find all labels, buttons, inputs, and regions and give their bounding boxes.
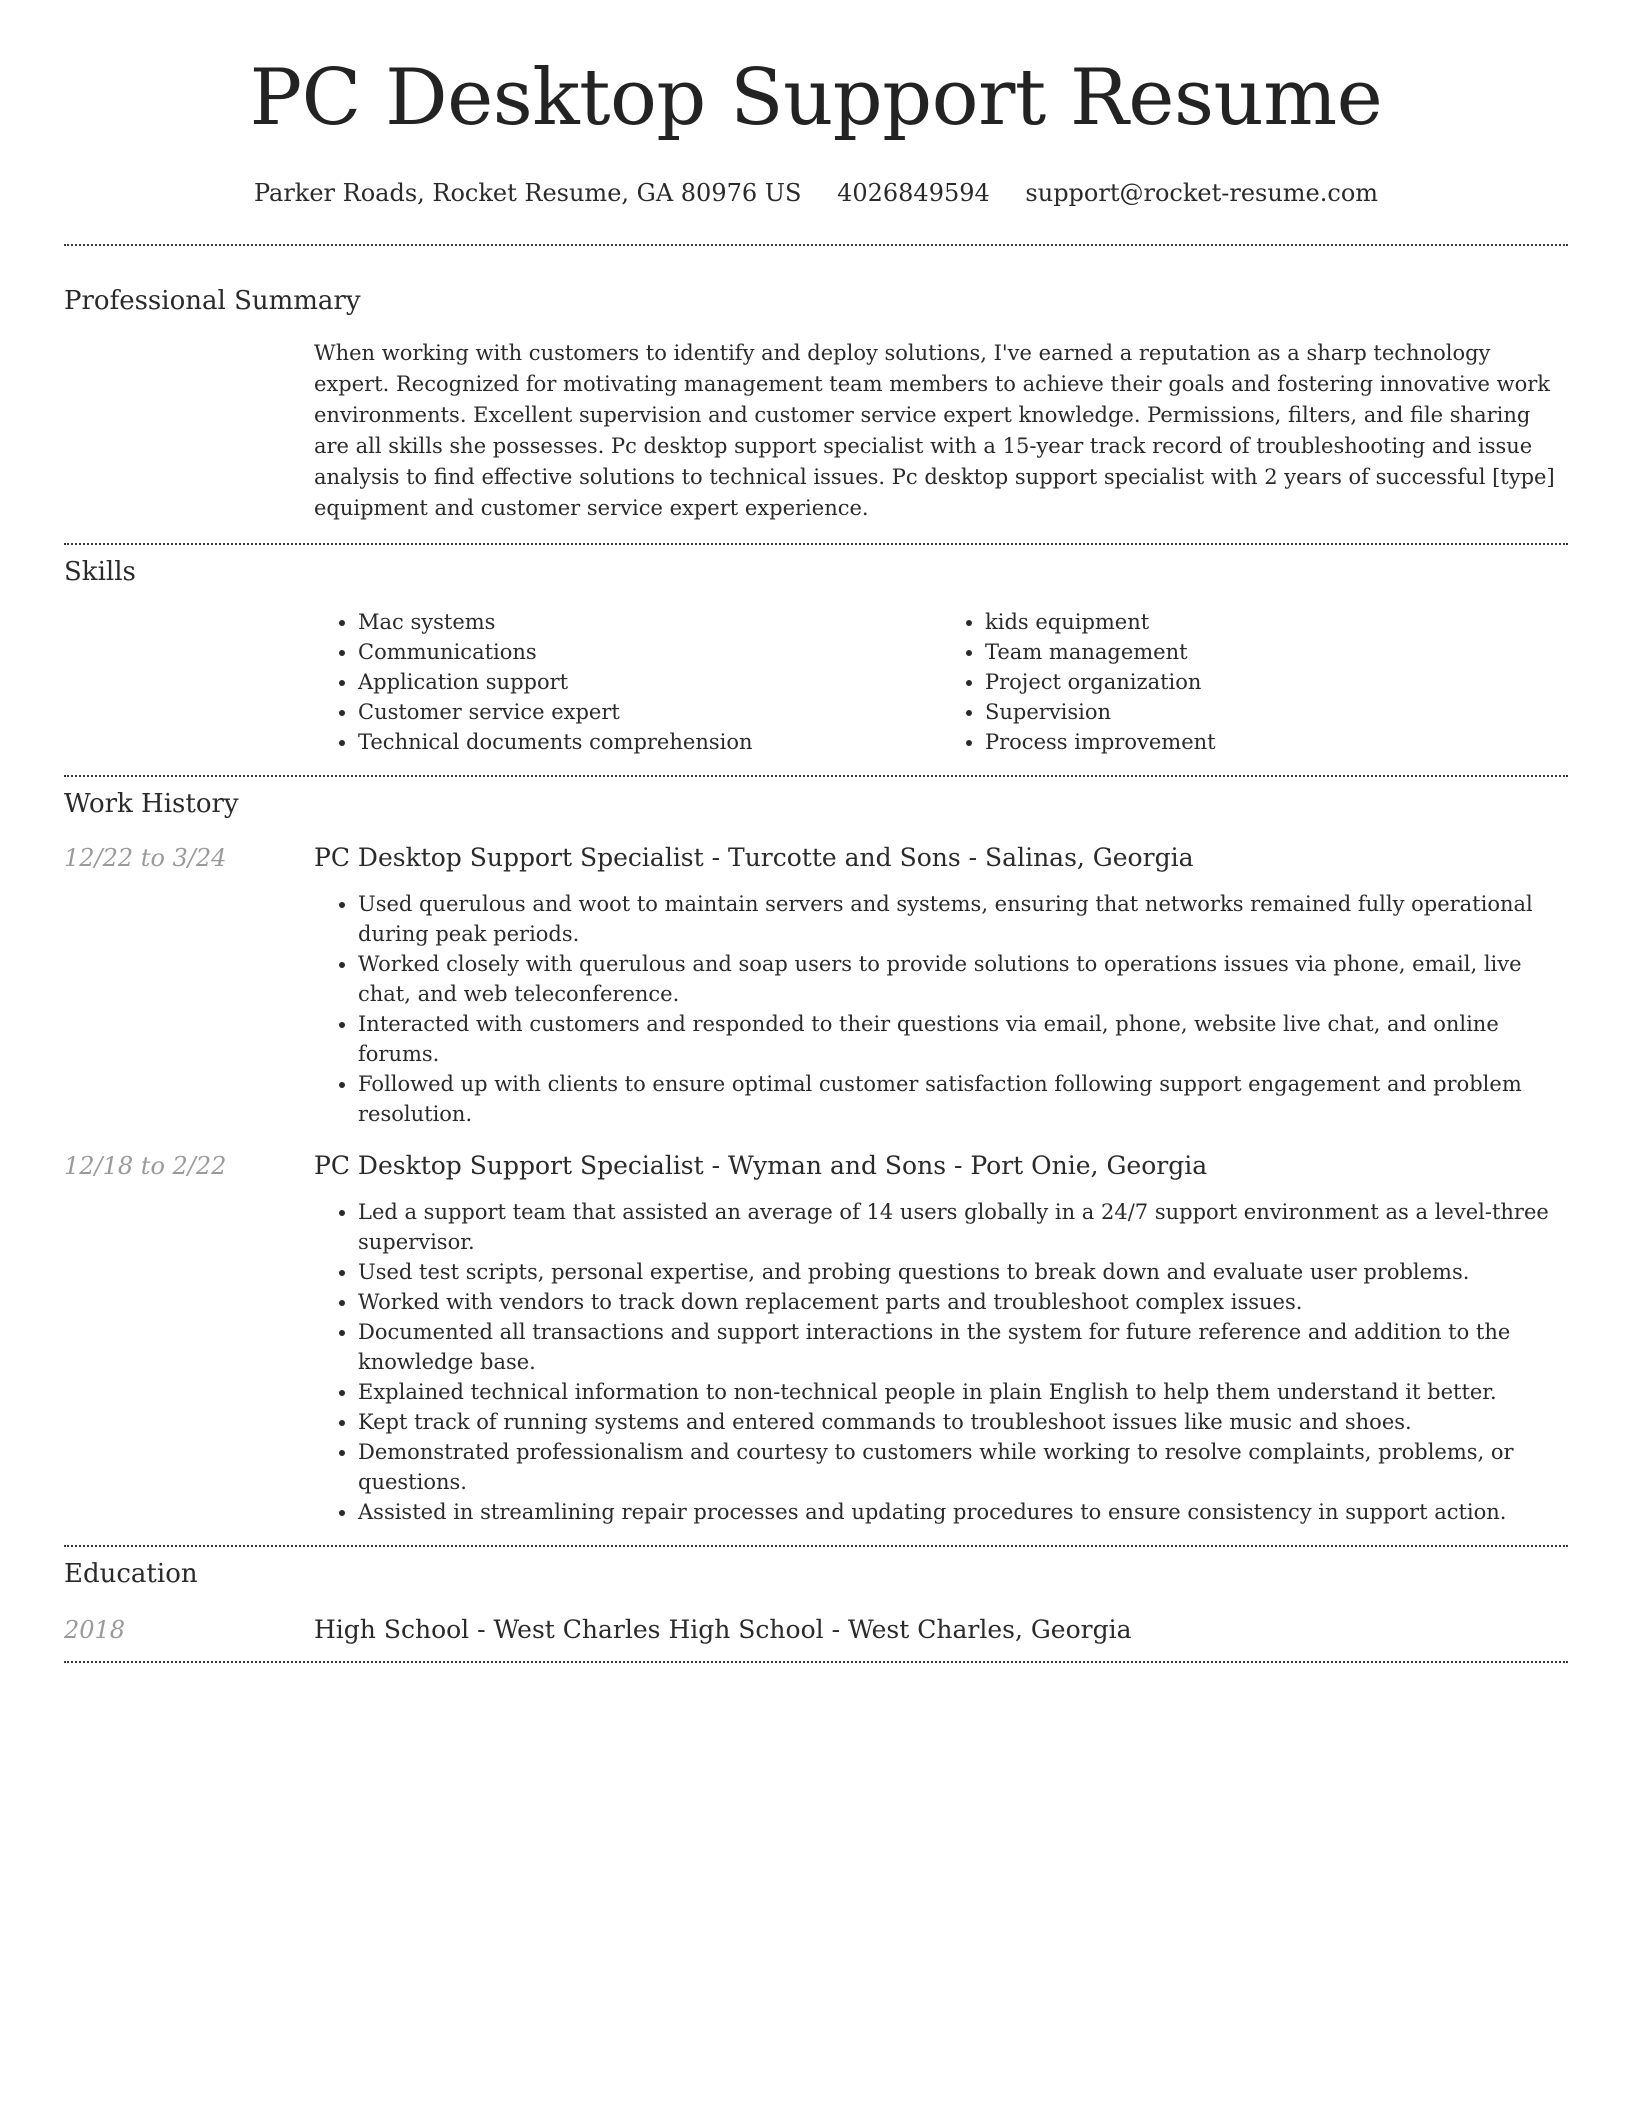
job-heading: PC Desktop Support Specialist - Wyman and Sons - Port Onie, Georgia bbox=[314, 1151, 1208, 1180]
contact-phone: 4026849594 bbox=[837, 179, 990, 207]
skill-item: • Technical documents comprehension bbox=[358, 727, 941, 757]
education-section bbox=[64, 1557, 1568, 1647]
divider bbox=[64, 244, 1568, 246]
job-bullet: • Documented all transactions and support interactions in the system for future reference and addition to the knowledge base. bbox=[358, 1317, 1568, 1377]
skill-item: • Communications bbox=[358, 637, 941, 667]
divider bbox=[64, 1661, 1568, 1663]
skill-item: • Project organization bbox=[985, 667, 1568, 697]
job-entry bbox=[64, 841, 1568, 1129]
job-bullet: • Kept track of running systems and entered commands to troubleshoot issues like music and shoes. bbox=[358, 1407, 1568, 1437]
education-heading: High School - West Charles High School - West Charles, Georgia bbox=[314, 1615, 1132, 1644]
skill-item: • kids equipment bbox=[985, 607, 1568, 637]
job-entry bbox=[64, 1149, 1568, 1527]
job-bullet: • Used test scripts, personal expertise, and probing questions to break down and evaluate user problems. bbox=[358, 1257, 1568, 1287]
skill-item: • Process improvement bbox=[985, 727, 1568, 757]
summary-section bbox=[64, 284, 1568, 524]
job-dates: 12/18 to 2/22 bbox=[64, 1152, 227, 1180]
job-bullets bbox=[314, 1197, 1568, 1527]
work-section bbox=[64, 787, 1568, 1527]
skill-item: • Application support bbox=[358, 667, 941, 697]
job-bullet: • Explained technical information to non-technical people in plain English to help them understand it better. bbox=[358, 1377, 1568, 1407]
section-title-summary: Professional Summary bbox=[64, 286, 361, 316]
job-bullet: • Followed up with clients to ensure optimal customer satisfaction following support engagement and problem resolution. bbox=[358, 1069, 1568, 1129]
skill-item: • Team management bbox=[985, 637, 1568, 667]
contact-email: support@rocket-resume.com bbox=[1025, 179, 1379, 207]
section-title-work: Work History bbox=[64, 789, 239, 819]
contact-address: Parker Roads, Rocket Resume, GA 80976 US bbox=[253, 179, 802, 207]
education-year: 2018 bbox=[64, 1616, 126, 1644]
skills-list-left bbox=[314, 607, 941, 757]
divider bbox=[64, 543, 1568, 545]
skills-section bbox=[64, 555, 1568, 757]
page-title: PC Desktop Support Resume bbox=[249, 53, 1383, 143]
section-title-skills: Skills bbox=[64, 557, 136, 587]
skill-item: • Supervision bbox=[985, 697, 1568, 727]
job-bullet: • Used querulous and woot to maintain servers and systems, ensuring that networks remained fully operational during peak periods. bbox=[358, 889, 1568, 949]
job-heading: PC Desktop Support Specialist - Turcotte and Sons - Salinas, Georgia bbox=[314, 843, 1194, 872]
summary-text: When working with customers to identify and deploy solutions, I've earned a reputation as a sharp technology expert. Recognized for motivating management team members to achieve their goals and fostering innovative work environments. Excellent supervision and customer service expert knowledge. Permissions, filters, and file sharing are all skills she possesses. Pc desktop support specialist with a 15-year track record of troubleshooting and issue analysis to find effective solutions to technical issues. Pc desktop support specialist with 2 years of successful [type] equipment and customer service expert experience. bbox=[314, 341, 1555, 520]
job-bullet: • Led a support team that assisted an average of 14 users globally in a 24/7 support environment as a level-three supervisor. bbox=[358, 1197, 1568, 1257]
skills-list-right bbox=[941, 607, 1568, 757]
job-bullet: • Assisted in streamlining repair processes and updating procedures to ensure consistency in support action. bbox=[358, 1497, 1568, 1527]
skill-item: • Customer service expert bbox=[358, 697, 941, 727]
divider bbox=[64, 775, 1568, 777]
section-title-education: Education bbox=[64, 1559, 198, 1589]
divider bbox=[64, 1545, 1568, 1547]
contact-line bbox=[64, 176, 1568, 210]
job-bullet: • Interacted with customers and responded to their questions via email, phone, website live chat, and online forums. bbox=[358, 1009, 1568, 1069]
job-dates: 12/22 to 3/24 bbox=[64, 844, 227, 872]
job-bullet: • Demonstrated professionalism and courtesy to customers while working to resolve complaints, problems, or questions. bbox=[358, 1437, 1568, 1497]
job-bullets bbox=[314, 889, 1568, 1129]
job-bullet: • Worked with vendors to track down replacement parts and troubleshoot complex issues. bbox=[358, 1287, 1568, 1317]
job-bullet: • Worked closely with querulous and soap users to provide solutions to operations issues via phone, email, live chat, and web teleconference. bbox=[358, 949, 1568, 1009]
skill-item: • Mac systems bbox=[358, 607, 941, 637]
